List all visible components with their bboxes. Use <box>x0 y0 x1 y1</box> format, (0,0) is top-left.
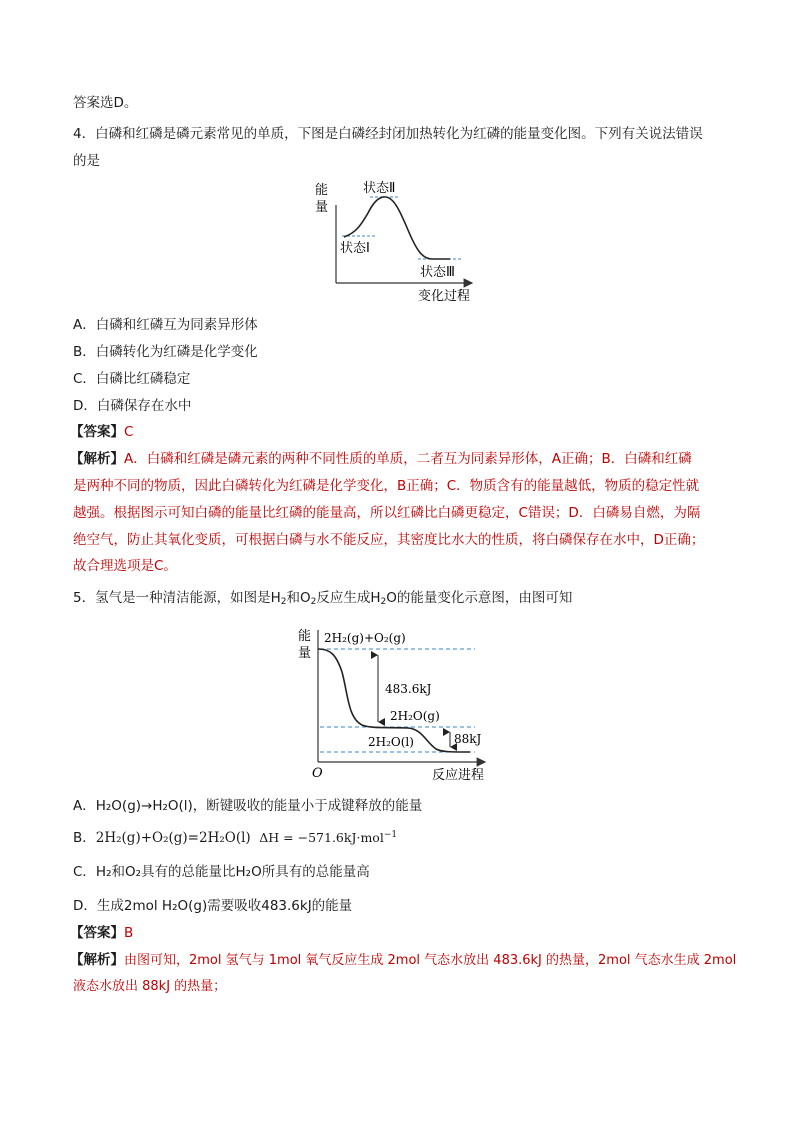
q4-option-d: D．白磷保存在水中 <box>73 398 192 414</box>
q4-answer-line <box>70 422 133 442</box>
q4-analysis-line2: 是两种不同的物质，因此白磷转化为红磷是化学变化，B正确；C．物质含有的能量越低，物质的稳定性就 <box>73 478 700 494</box>
q4-stem-line1: 4．白磷和红磷是磷元素常见的单质，下图是白磷经封闭加热转化为红磷的能量变化图。下列有关说法错误 <box>73 126 703 142</box>
q5-stem-b: 和O <box>286 590 311 606</box>
q5-analysis-text-1: 由图可知，2mol 氢气与 1mol 氧气反应生成 2mol 气态水放出 483.6kJ 的热量，2mol 气态水生成 2mol <box>124 953 737 968</box>
q5-analysis-line1 <box>70 950 736 971</box>
q5-mid-level-label: 2H₂O(g) <box>390 709 440 723</box>
q5-x-label: 反应进程 <box>432 768 485 783</box>
q5-stem-d: O的能量变化示意图，由图可知 <box>386 590 573 606</box>
q4-state2-label: 状态Ⅱ <box>363 181 396 196</box>
q4-state1-label: 状态Ⅰ <box>340 241 370 256</box>
q5-analysis-line2: 液态水放出 88kJ 的热量； <box>73 979 227 994</box>
q5-delta2-label: 88kJ <box>454 732 482 746</box>
q5-answer-line <box>70 923 133 943</box>
q4-answer-bracket: 【答案】 <box>70 424 124 440</box>
q4-analysis-line4: 绝空气，防止其氧化变质，可根据白磷与水不能反应，其密度比水大的性质，将白磷保存在水中，D正确； <box>73 532 705 548</box>
q5-y-label-2: 量 <box>298 646 312 661</box>
q5-energy-diagram <box>290 622 500 784</box>
q5-y-label-1: 能 <box>298 629 312 644</box>
q5-option-b-dh: ΔH = −571.6kJ·mol <box>259 830 384 845</box>
q5-stem-sub1: 2 <box>280 597 287 607</box>
q5-low-level-label: 2H₂O(l) <box>368 735 414 749</box>
q4-analysis-line3: 越强。根据图示可知白磷的能量比红磷的能量高，所以红磷比白磷更稳定，C错误；D．白磷易自燃，为隔 <box>73 505 701 521</box>
q4-answer-value: C <box>124 424 134 440</box>
q5-stem-c: 反应生成H <box>316 590 381 606</box>
q5-stem-a: 5．氢气是一种清洁能源，如图是H <box>73 590 281 606</box>
q5-origin-label: O <box>312 766 323 781</box>
q4-option-c: C．白磷比红磷稳定 <box>73 371 191 387</box>
q5-option-d: D．生成2mol H₂O(g)需要吸收483.6kJ的能量 <box>73 898 353 914</box>
previous-answer: 答案选D。 <box>73 95 138 111</box>
q5-option-c: C．H₂和O₂具有的总能量比H₂O所具有的总能量高 <box>73 864 370 880</box>
q5-analysis-bracket: 【解析】 <box>70 952 124 968</box>
q4-state3-label: 状态Ⅲ <box>420 265 455 280</box>
q5-option-a: A．H₂O(g)→H₂O(l)，断键吸收的能量小于成键释放的能量 <box>73 798 423 814</box>
q5-answer-value: B <box>124 925 134 941</box>
q4-analysis-bracket: 【解析】 <box>70 451 124 467</box>
q5-top-level-label: 2H₂(g)+O₂(g) <box>324 631 406 645</box>
q4-y-label-2: 量 <box>315 200 329 215</box>
q4-x-label: 变化过程 <box>418 289 471 304</box>
q4-analysis-line1 <box>70 449 692 469</box>
q5-answer-bracket: 【答案】 <box>70 925 124 941</box>
q4-analysis-line5: 故合理选项是C。 <box>73 558 177 574</box>
q5-stem-sub3: 2 <box>380 597 387 607</box>
q5-option-b-equation: 2H₂(g)+O₂(g)=2H₂O(l) <box>95 830 251 846</box>
q4-option-b: B．白磷转化为红磷是化学变化 <box>73 344 258 360</box>
q5-option-b-prefix: B． <box>73 830 96 846</box>
q4-stem-line2: 的是 <box>73 153 100 169</box>
q4-analysis-text-1: A．白磷和红磷是磷元素的两种不同性质的单质，二者互为同素异形体，A正确；B．白磷和红磷 <box>124 451 692 467</box>
q5-stem <box>73 588 572 608</box>
q5-option-b-sup: −1 <box>383 830 398 840</box>
q4-option-a: A．白磷和红磷互为同素异形体 <box>73 317 258 333</box>
q5-stem-sub2: 2 <box>310 597 317 607</box>
q5-delta1-label: 483.6kJ <box>385 682 432 696</box>
q5-option-b <box>73 828 397 848</box>
q4-energy-diagram <box>300 175 490 305</box>
q4-y-label-1: 能 <box>315 183 329 198</box>
